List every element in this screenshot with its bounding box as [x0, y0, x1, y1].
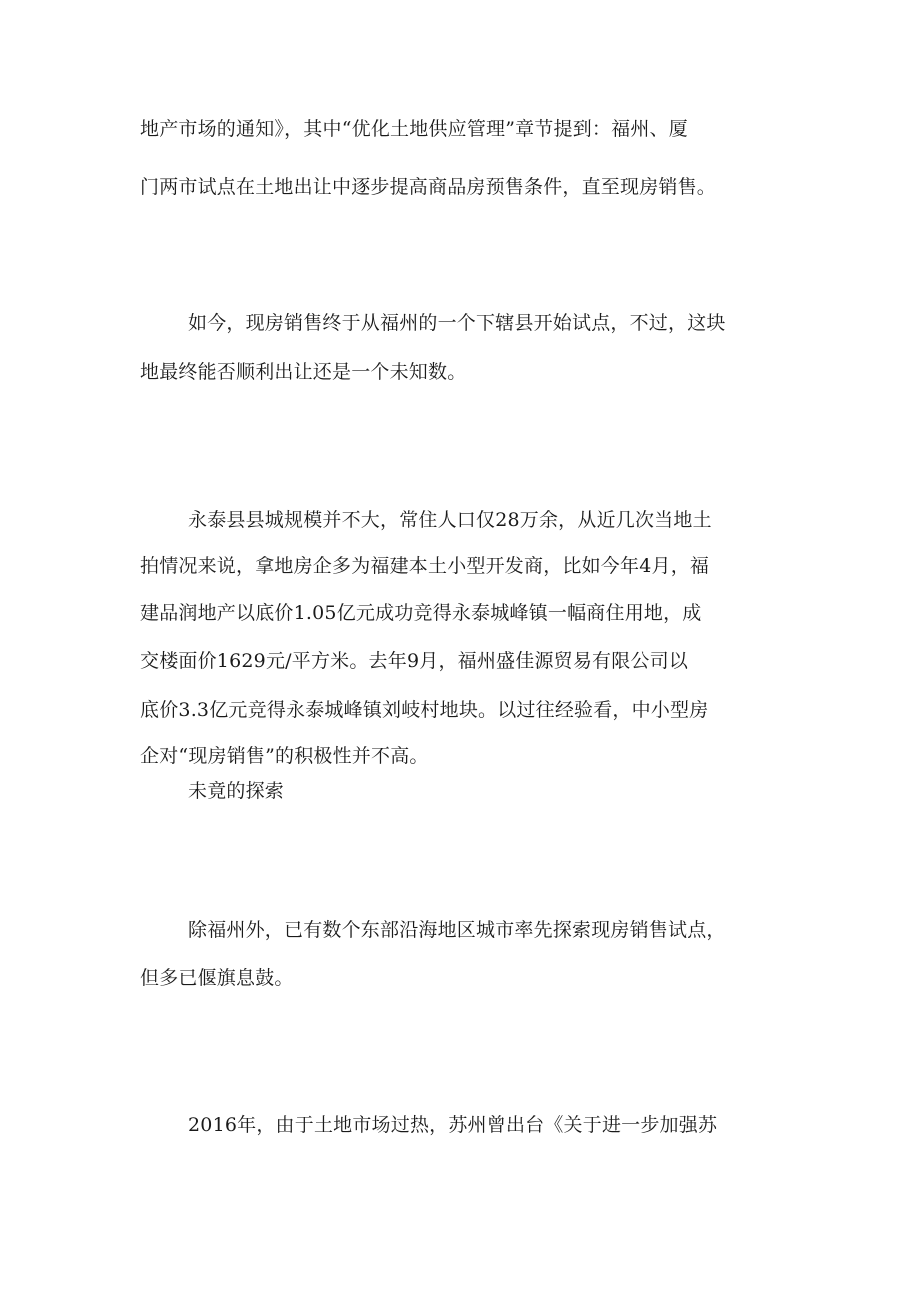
- paragraph-line: 地最终能否顺利出让还是一个未知数。: [140, 361, 467, 383]
- paragraph-line: 除福州外，已有数个东部沿海地区城市率先探索现房销售试点，: [188, 919, 726, 941]
- paragraph-line: 建品润地产以底价1.05亿元成功竞得永泰城峰镇一幅商住用地，成: [140, 602, 702, 624]
- paragraph-line: 但多已偃旗息鼓。: [140, 967, 294, 989]
- paragraph-line: 2016年，由于土地市场过热，苏州曾出台《关于进一步加强苏: [188, 1114, 718, 1136]
- paragraph-line: 地产市场的通知》，其中“优化土地供应管理”章节提到：福州、厦: [140, 118, 688, 140]
- paragraph-line: 企对“现房销售”的积极性并不高。: [140, 745, 429, 767]
- section-heading: 未竟的探索: [188, 780, 285, 802]
- paragraph-line: 拍情况来说，拿地房企多为福建本土小型开发商，比如今年4月，福: [140, 555, 710, 577]
- paragraph-line: 永泰县县城规模并不大，常住人口仅28万余，从近几次当地土: [188, 509, 712, 531]
- paragraph-line: 底价3.3亿元竞得永泰城峰镇刘岐村地块。以过往经验看，中小型房: [140, 699, 709, 721]
- paragraph-line: 门两市试点在土地出让中逐步提高商品房预售条件，直至现房销售。: [140, 176, 717, 198]
- paragraph-line: 如今，现房销售终于从福州的一个下辖县开始试点，不过，这块: [188, 312, 726, 334]
- paragraph-line: 交楼面价1629元/平方米。去年9月，福州盛佳源贸易有限公司以: [140, 650, 689, 672]
